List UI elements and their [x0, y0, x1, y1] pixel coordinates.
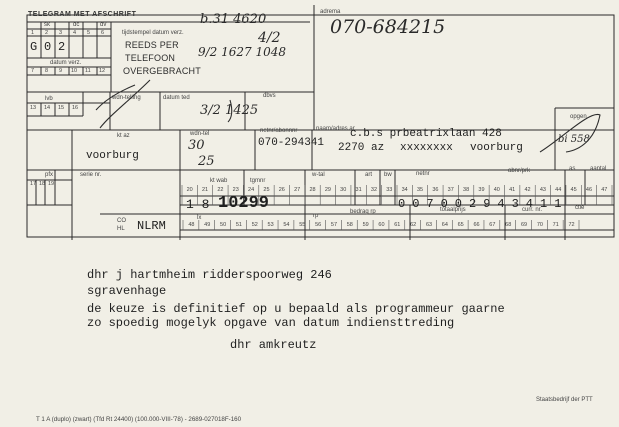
cell-num: 40 [493, 187, 500, 193]
stamp-line-1: REEDS PER [125, 40, 179, 50]
cell-num: 14 [44, 105, 51, 111]
pen-stroke [96, 85, 135, 110]
cell-num: 70 [536, 222, 543, 228]
naam-city: voorburg [470, 142, 523, 154]
cell-num: 61 [394, 222, 401, 228]
naam-label: naam/adres ar [316, 126, 355, 132]
cell-num: 31 [355, 187, 362, 193]
dv-label: dv [100, 22, 107, 28]
message-line-1: dhr j hartmheim ridderspoorweg 246 [87, 268, 332, 282]
cell-num: 53 [267, 222, 274, 228]
cell-num: 23 [232, 187, 239, 193]
totaalprijs-label: totaalprijs [440, 207, 466, 213]
cell-num: 15 [58, 105, 65, 111]
netnr-digit: 0 [440, 197, 448, 211]
hl-label: HL [117, 226, 125, 232]
cell-num: 21 [201, 187, 209, 193]
netnr-digit: 7 [426, 197, 434, 211]
code-g: G [30, 40, 38, 54]
cell-num: 69 [520, 222, 528, 228]
code-2: 2 [58, 40, 66, 54]
cell-num: 41 [509, 187, 516, 193]
tgmnr-label: tgmnr [250, 178, 266, 184]
wdn-tel-value-1: 30 [188, 138, 205, 153]
ctie-label: ctie [575, 205, 585, 211]
nlrm-value: NLRM [137, 219, 166, 233]
footer-print-code: T 1 A (duplo) (zwart) (Tfd Rt 24400) (100.000-VIII-'78) - 2689-027018F-160 [36, 416, 242, 423]
cell-num: 38 [463, 187, 470, 193]
datum-ted-label: datum ted [163, 95, 190, 101]
w-tal-label: w-tal [312, 172, 325, 178]
cell-num: 59 [362, 222, 369, 228]
tijdstempel-label: tijdstempel datum verz. [122, 30, 184, 36]
cell-num: 46 [585, 187, 593, 193]
cell-num: 4 [73, 30, 77, 36]
cell-num: 2 [45, 30, 49, 36]
lvb-label: lvb [45, 96, 53, 102]
cell-num: 71 [552, 222, 559, 228]
cell-num: 20 [186, 187, 193, 193]
cell-num: 52 [251, 222, 258, 228]
kt-az-value: voorburg [86, 150, 139, 162]
cell-num: 29 [324, 187, 331, 193]
art-label: art [365, 172, 373, 178]
netnr-digit: 3 [511, 197, 519, 211]
naam-line-1: c.b.s prbeatrixlaan 428 [350, 128, 502, 140]
rp-label: rp [313, 213, 319, 219]
opgen-value: bi 558 [558, 134, 590, 145]
handwritten-date: 4/2 [258, 30, 281, 46]
naam-struck: xxxxxxxx [400, 142, 453, 154]
cell-num: 54 [283, 222, 290, 228]
dbvs-label: dbvs [263, 93, 276, 99]
cell-num: 42 [524, 187, 531, 193]
netnr-digit: 0 [398, 197, 406, 211]
wdn-tel-value-2: 25 [198, 154, 215, 169]
adrema-value: 070-684215 [330, 16, 446, 38]
cell-num: 13 [30, 105, 37, 111]
pen-stroke [228, 100, 232, 122]
cell-num: 62 [410, 222, 417, 228]
co-label: CO [117, 218, 126, 224]
message-line-5: dhr amkreutz [230, 338, 317, 352]
netnr-digit: 1 [554, 197, 562, 211]
code-0: 0 [44, 40, 52, 54]
cell-num: 63 [425, 222, 433, 228]
cell-num: 34 [401, 187, 408, 193]
cell-num: 32 [370, 187, 378, 193]
form-title: TELEGRAM MET AFSCHRIFT [28, 11, 137, 18]
cell-num: 66 [473, 222, 480, 228]
adrema-label: adrema [320, 9, 341, 15]
cell-num: 19 [48, 181, 55, 187]
datum-verz-label: datum verz. [50, 60, 82, 66]
as-label: as [569, 166, 576, 172]
netnr-digit: 0 [412, 197, 420, 211]
cell-num: 51 [235, 222, 242, 228]
sk-label: sk [44, 22, 50, 28]
message-line-3: de keuze is definitief op u bepaald als programmeur gaarne [87, 302, 505, 316]
kt-value: 1 8 [186, 197, 210, 212]
cell-num: 25 [263, 187, 270, 193]
cell-num: 60 [378, 222, 385, 228]
cell-num: 36 [432, 187, 439, 193]
abnr-prk-label: abnr/prk [508, 168, 531, 174]
cell-num: 11 [85, 68, 91, 74]
cell-num: 22 [217, 187, 224, 193]
pen-stroke [100, 80, 150, 128]
cell-num: 55 [299, 222, 306, 228]
cell-num: 39 [478, 187, 485, 193]
cell-num: 27 [294, 187, 301, 193]
cell-num: 16 [72, 105, 79, 111]
cell-num: 10 [71, 68, 78, 74]
cell-num: 44 [555, 187, 562, 193]
cell-num: 26 [278, 187, 285, 193]
netnr-digit: 4 [525, 197, 533, 211]
netnr-digit: 4 [497, 197, 505, 211]
tgm-value: 10299 [218, 194, 270, 213]
cell-num: 72 [568, 222, 575, 228]
aantal-label: aantal [590, 166, 607, 172]
cell-num: 35 [416, 187, 424, 193]
netnr-digit: 1 [540, 197, 548, 211]
serie-nr-label: serie nr. [80, 172, 102, 178]
cell-num: 68 [505, 222, 512, 228]
cell-num: 64 [441, 222, 448, 228]
cell-num: 49 [204, 222, 211, 228]
bw-label: bw [384, 172, 392, 178]
cell-num: 47 [601, 187, 608, 193]
kt-wab-label: kt wab [210, 178, 228, 184]
cell-num: 3 [59, 30, 63, 36]
netnr-digit: 2 [469, 197, 477, 211]
cell-num: 33 [386, 187, 393, 193]
handwritten-top: b.31 4620 [200, 12, 267, 27]
cell-num: 45 [570, 187, 577, 193]
cell-num: 7 [31, 68, 35, 74]
footer-ptt: Staatsbedrijf der PTT [536, 397, 593, 403]
cell-num: 28 [309, 187, 316, 193]
bedrag-rp-label: bedrag rp [350, 209, 376, 215]
cell-num: 9 [59, 68, 63, 74]
stamp-line-2: TELEFOON [125, 53, 176, 63]
cell-num: 8 [45, 68, 49, 74]
netnr-label: netnr/abonnnr [260, 128, 298, 134]
handwritten-line-2: 9/2 1627 1048 [198, 45, 287, 59]
cell-num: 24 [248, 187, 255, 193]
netnr-value: 070-294341 [258, 137, 325, 149]
wdn-tel-label: wdn-tel [190, 131, 210, 137]
cell-num: 12 [99, 68, 106, 74]
pfx-label: pfx [45, 172, 54, 178]
cell-num: 37 [447, 187, 454, 193]
cell-num: 5 [87, 30, 91, 36]
cell-num: 30 [340, 187, 347, 193]
netnr-code-label: netnr [416, 171, 430, 177]
cell-num: 67 [489, 222, 496, 228]
cell-num: 6 [101, 30, 105, 36]
cell-num: 50 [220, 222, 227, 228]
naam-line-2: 2270 az [338, 142, 385, 154]
message-line-4: zo spoedig mogelyk opgave van datum indiensttreding [87, 316, 455, 330]
handwritten-ted: 3/2 1425 [200, 103, 259, 118]
stamp-line-3: OVERGEBRACHT [123, 66, 201, 76]
dc-label: dc [73, 22, 80, 28]
cell-num: 56 [315, 222, 322, 228]
message-line-2: sgravenhage [87, 284, 167, 298]
cell-num: 1 [31, 30, 35, 36]
curr-nr-label: curr. nr. [522, 207, 543, 213]
wdn-telling-label: wdn-telling [112, 95, 141, 101]
cell-num: 65 [457, 222, 464, 228]
cell-num: 43 [539, 187, 546, 193]
cell-num: 48 [188, 222, 195, 228]
netnr-digit: 0 [454, 197, 462, 211]
cell-num: 58 [346, 222, 353, 228]
kt-az-label: kt az [117, 133, 130, 139]
cell-num: 17 [30, 181, 37, 187]
opgen-label: opgen. [570, 114, 589, 120]
cell-num: 57 [330, 222, 338, 228]
lx-label: lx [197, 215, 202, 221]
cell-num: 18 [39, 181, 46, 187]
netnr-digit: 9 [483, 197, 491, 211]
